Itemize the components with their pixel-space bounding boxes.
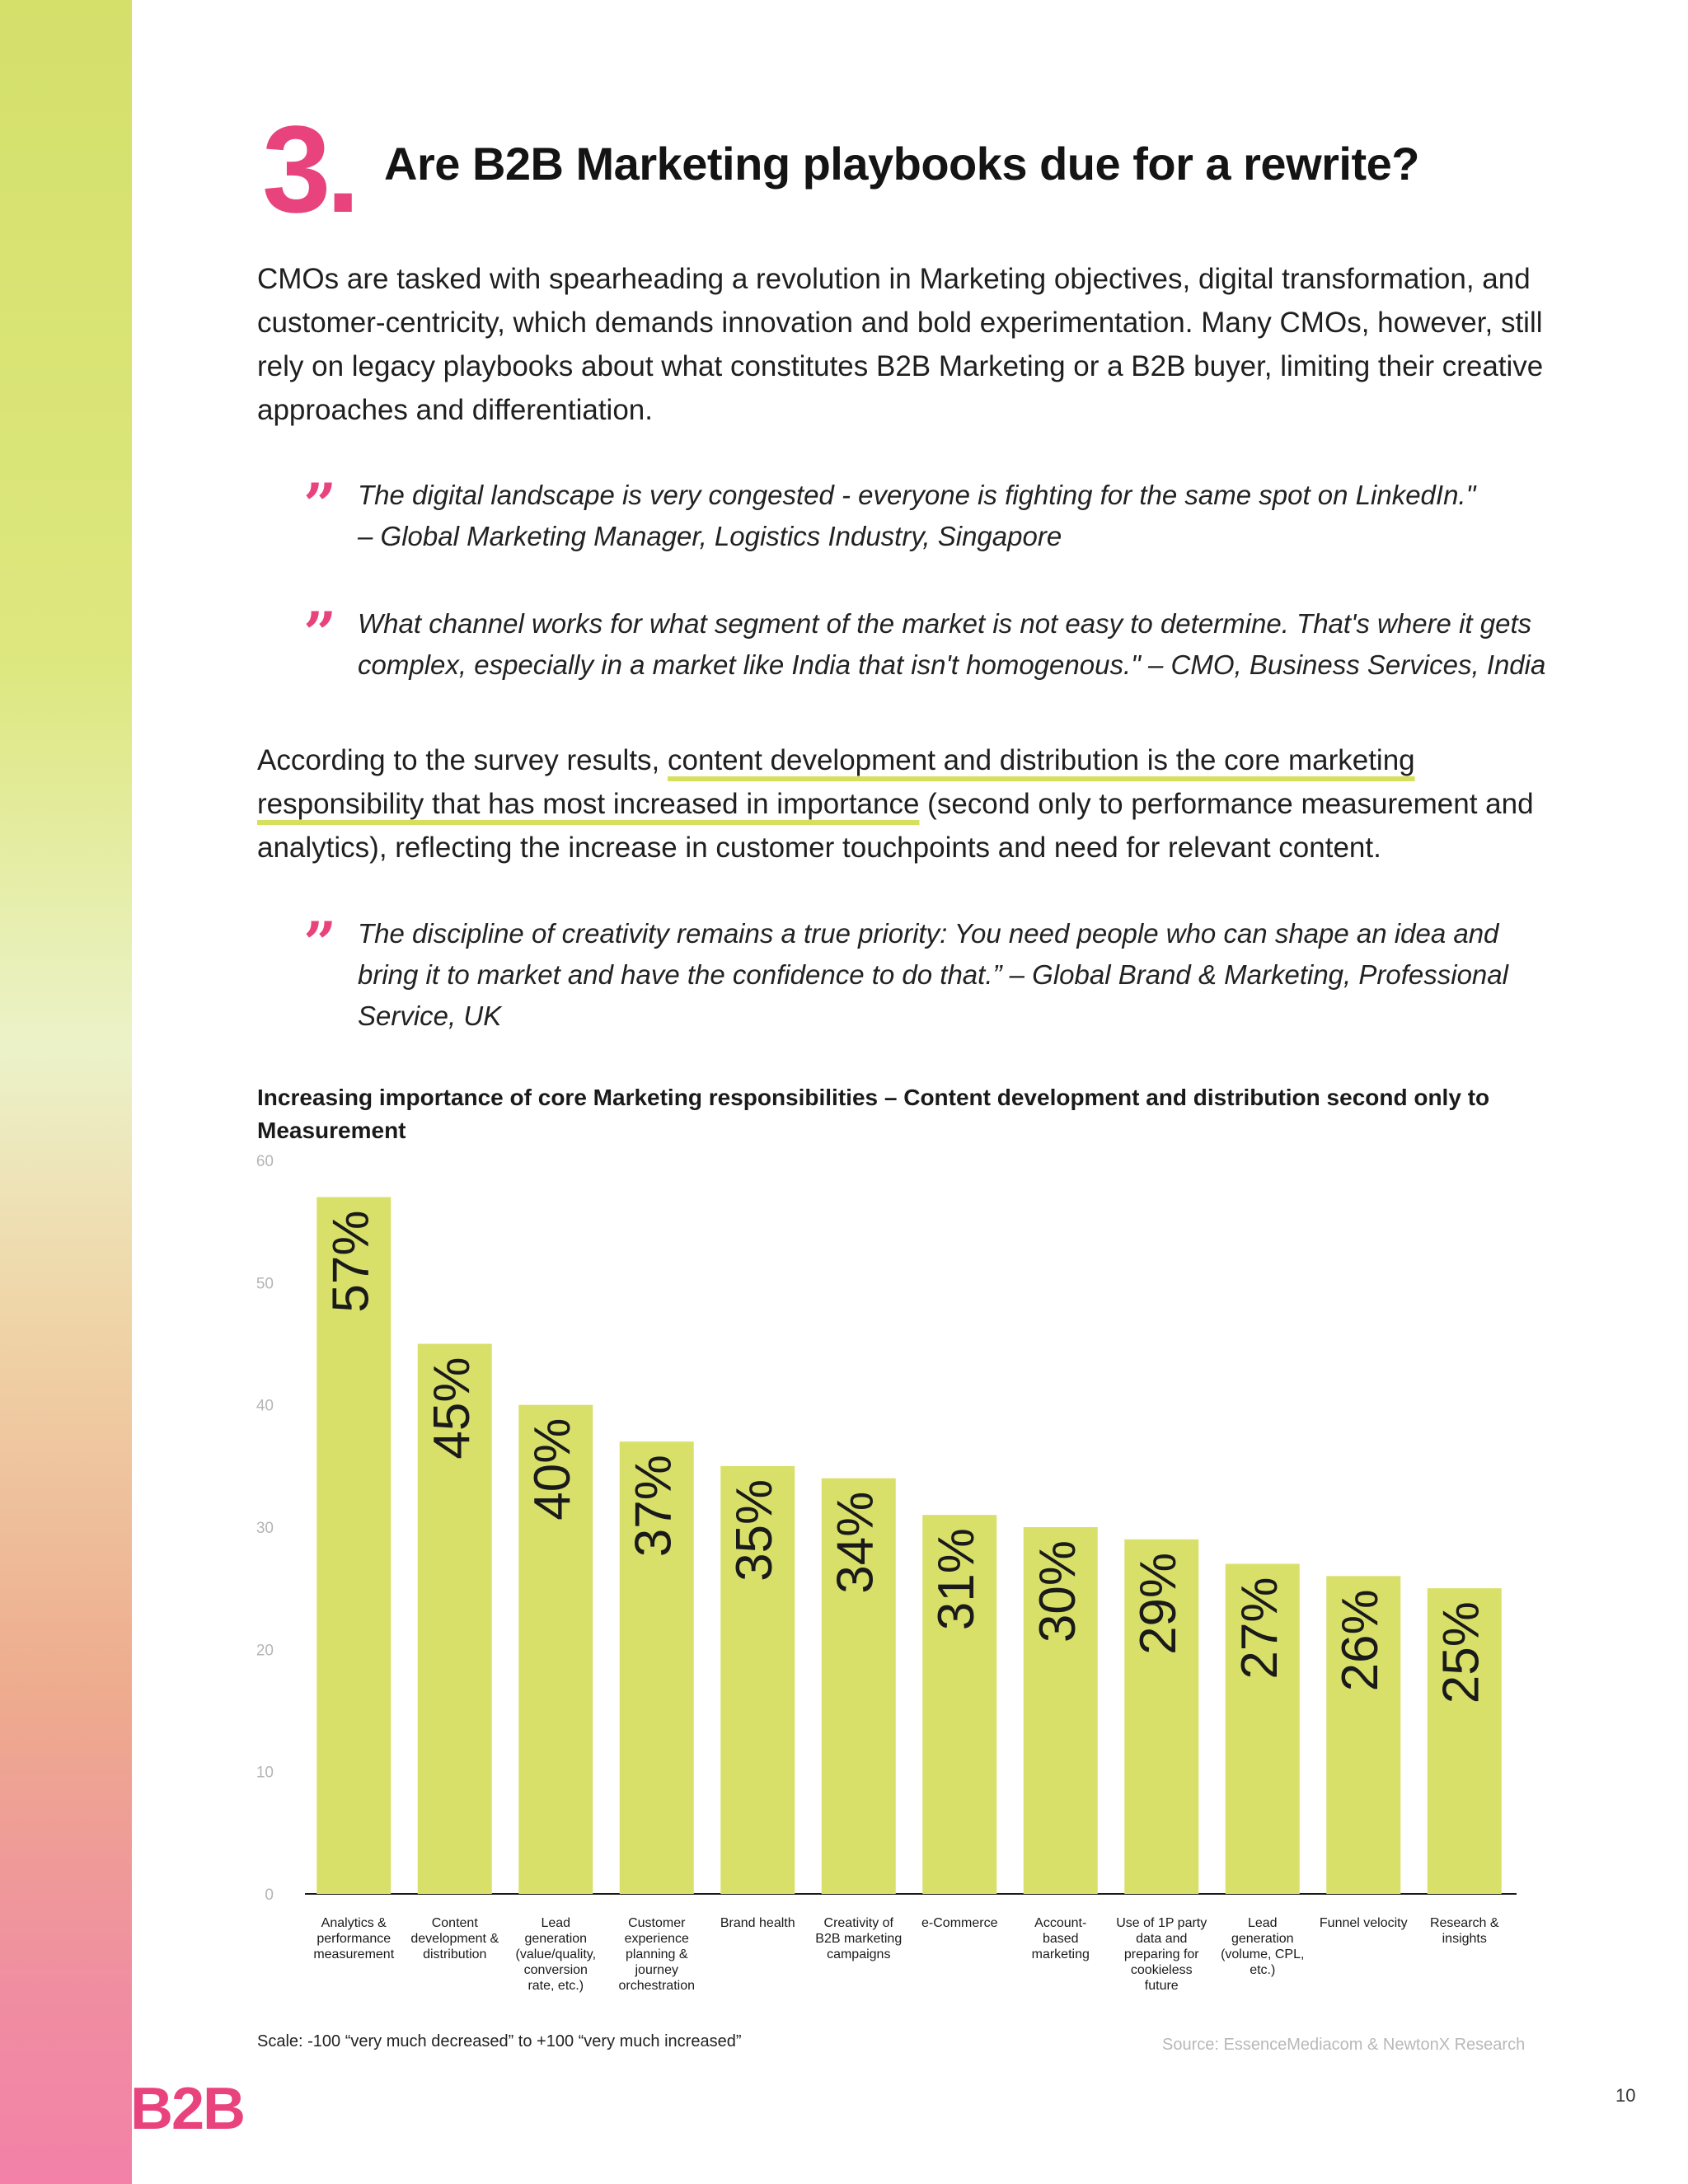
bar-chart — [247, 1154, 1533, 2027]
category-label: Use of 1P party data and preparing for cookieless future — [1116, 1916, 1207, 1993]
category-label: Customer experience planning & journey orchestration — [618, 1916, 695, 1993]
bar-value-label: 31% — [928, 1528, 986, 1631]
gradient-sidebar — [0, 0, 132, 2184]
bar-value-label: 40% — [524, 1418, 582, 1521]
category-label: Lead generation (value/quality, conversion rate, etc.) — [515, 1916, 597, 1993]
bar-value-label: 27% — [1231, 1577, 1288, 1680]
source-note: Source: EssenceMediacom & NewtonX Research — [1162, 2036, 1526, 2054]
scale-note: Scale: -100 “very much decreased” to +100 “very much increased” — [257, 2032, 742, 2050]
quote-2-line-2: complex, especially in a market like India that isn't homogenous." – CMO, Business Services, India — [358, 649, 1546, 680]
category-label: Brand health — [720, 1916, 795, 1930]
category-label: Creativity of B2B marketing campaigns — [815, 1916, 903, 1961]
page-title: Are B2B Marketing playbooks due for a rewrite? — [384, 138, 1419, 190]
quote-1-line-1: The digital landscape is very congested - everyone is fighting for the same spot on LinkedIn." — [358, 480, 1476, 510]
survey-text-before: According to the survey results, — [257, 744, 668, 776]
y-tick-label: 50 — [256, 1275, 274, 1293]
category-label: e-Commerce — [921, 1916, 998, 1930]
page-number: 10 — [1615, 2085, 1636, 2106]
quote-3-line-1: The discipline of creativity remains a true priority: You need people who can shape an idea and — [358, 918, 1499, 949]
y-tick-label: 40 — [256, 1397, 274, 1415]
category-label: Research & insights — [1429, 1916, 1499, 1946]
y-tick-label: 30 — [256, 1520, 274, 1537]
quote-3-line-2: bring it to market and have the confidence to do that.” – Global Brand & Marketing, Professional — [358, 959, 1508, 990]
bar-value-label: 45% — [423, 1357, 481, 1460]
bar-value-label: 34% — [827, 1491, 884, 1594]
category-label: Analytics & performance measurement — [313, 1916, 395, 1961]
category-label: Content development & distribution — [410, 1916, 499, 1961]
chart-title: Increasing importance of core Marketing responsibilities – Content development and distribution second only to Measurement — [257, 1085, 1490, 1143]
bar-value-label: 25% — [1432, 1601, 1490, 1704]
category-label: Lead generation (volume, CPL, etc.) — [1221, 1916, 1305, 1977]
quote-3-line-3: Service, UK — [358, 1001, 502, 1031]
survey-text-after: (second only to performance measurement and analytics), reflecting the increase in customer touchpoints and need for relevant content. — [257, 788, 1534, 864]
y-tick-label: 10 — [256, 1764, 274, 1782]
bar-value-label: 35% — [726, 1479, 784, 1582]
b2b-logo: B2B — [130, 2076, 245, 2142]
bar-value-label: 37% — [625, 1455, 682, 1558]
section-number: 3. — [262, 100, 356, 238]
y-tick-label: 0 — [265, 1886, 274, 1904]
category-label: Account-based marketing — [1031, 1916, 1090, 1961]
y-tick-label: 20 — [256, 1642, 274, 1660]
quote-2-line-1: What channel works for what segment of the market is not easy to determine. That's where it gets — [358, 608, 1532, 639]
quote-3 — [358, 913, 1561, 1037]
y-tick-label: 60 — [256, 1154, 274, 1170]
survey-highlight: content development and distribution is the core marketing responsibility that has most increased in importance — [257, 744, 1415, 820]
bar-value-label: 29% — [1130, 1552, 1188, 1655]
quote-1-line-2: – Global Marketing Manager, Logistics Industry, Singapore — [358, 521, 1062, 551]
quote-mark-icon: ” — [303, 471, 337, 539]
intro-paragraph: CMOs are tasked with spearheading a revolution in Marketing objectives, digital transformation, and customer-centricity, which demands innovation and bold experimentation. Many CMOs, however, still rely on legacy playbooks about what constitutes B2B Marketing or a B2B buyer, limiting their creative approaches and differentiation. — [257, 263, 1544, 426]
bar-value-label: 30% — [1029, 1540, 1086, 1643]
category-label: Funnel velocity — [1319, 1916, 1408, 1930]
survey-paragraph — [257, 738, 1559, 869]
bar-value-label: 26% — [1332, 1589, 1390, 1692]
quote-1 — [358, 475, 1561, 557]
bar-value-label: 57% — [322, 1210, 380, 1313]
quote-mark-icon: ” — [303, 599, 337, 668]
quote-2 — [358, 603, 1561, 686]
quote-mark-icon: ” — [303, 909, 337, 977]
